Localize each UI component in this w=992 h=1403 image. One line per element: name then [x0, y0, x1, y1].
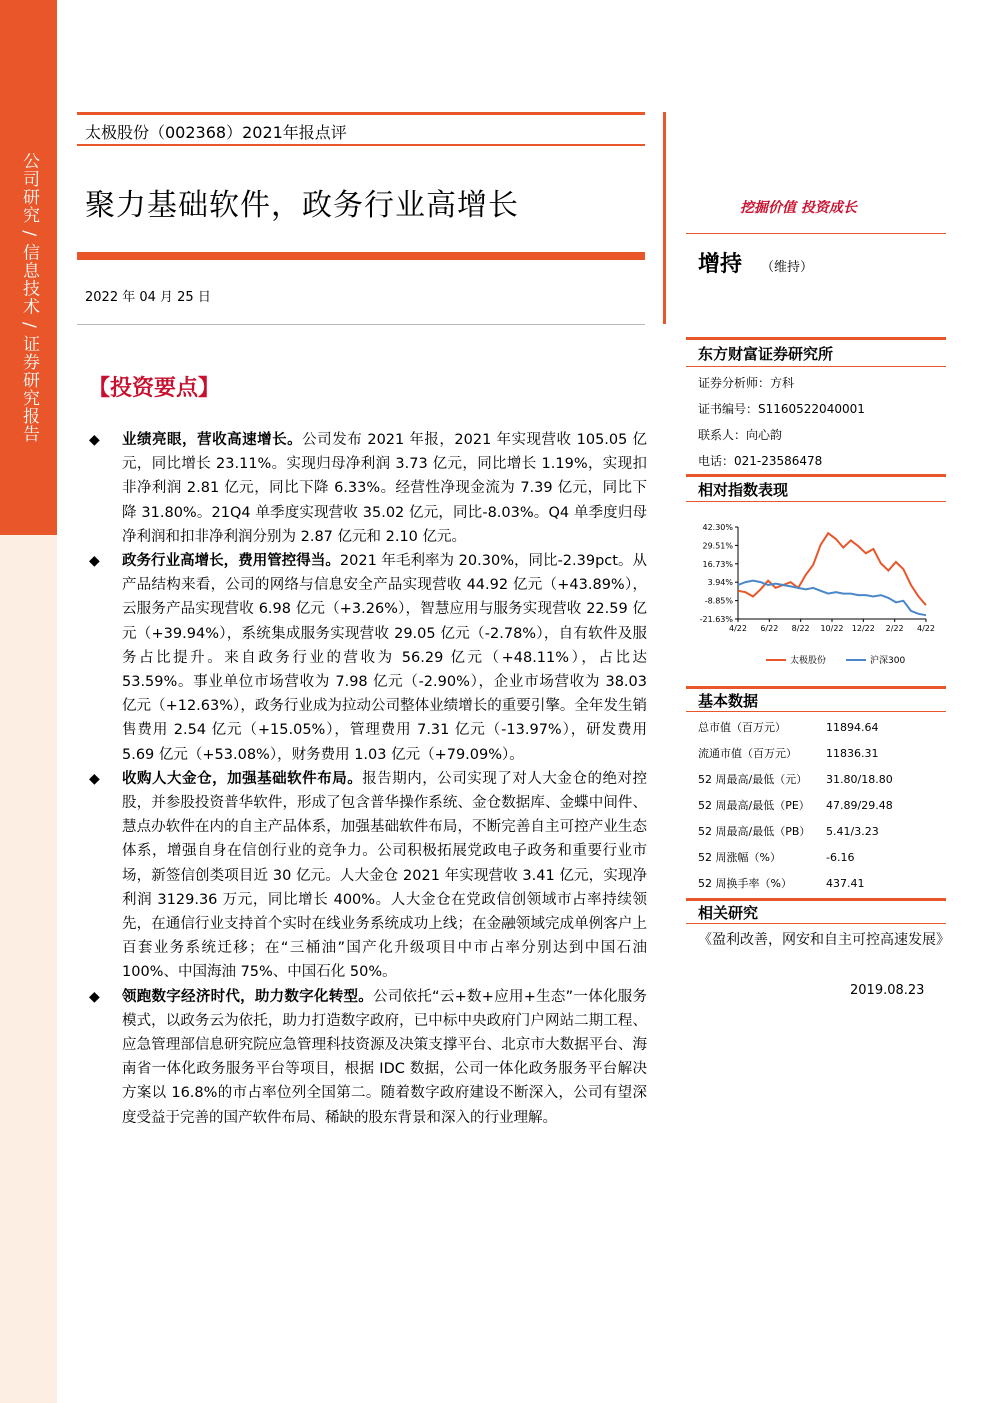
- basic-data-value: 47.89/29.48: [826, 798, 893, 812]
- x-tick-label: 12/22: [851, 624, 875, 633]
- rating-top-rule: [686, 233, 946, 234]
- x-tick-label: 4/22: [729, 624, 747, 633]
- bullet-item: [85, 428, 647, 549]
- bullet-lead: 收购人大金仓，加强基础软件布局。: [122, 770, 363, 787]
- basic-data-value: 31.80/18.80: [826, 772, 893, 786]
- basic-data-row: [698, 740, 946, 766]
- header-top-rule: [77, 112, 645, 115]
- header-bottom-rule: [77, 144, 645, 146]
- basic-data-key: 52 周涨幅（%）: [698, 851, 781, 864]
- diamond-icon: ◆: [89, 432, 100, 448]
- x-tick-label: 2/22: [885, 624, 904, 633]
- institute-rule: [686, 337, 946, 340]
- basic-data-row: [698, 792, 946, 818]
- related-sub-rule: [686, 923, 946, 924]
- basic-data-title: 基本数据: [698, 692, 759, 710]
- sidebar-label: 公司研究 / 信息技术 / 证券研究报告: [19, 152, 39, 444]
- basic-data-key: 52 周换手率（%）: [698, 877, 792, 890]
- legend-label: 太极股份: [790, 656, 827, 666]
- basic-data-key: 52 周最高/最低（PE）: [698, 799, 810, 812]
- bullet-text: 2021 年毛利率为 20.30%，同比-2.39pct。从产品结构来看，公司的网络与信息安全产品实现营收 44.92 亿元（+43.89%），云服务产品实现营收 6.98 亿元（+3.26%），智慧应用与服务实现营收 22.59 亿元（+39.94%），系统集成服务实现营收 29.05 亿元（-2.78%），自有软件及服务占比提升。来自政务行业的营收为 56.29 亿元（+48.11%），占比达 53.59%。事业单位市场营收为 7.98 亿元（-2.90%），企业市场营收为 38.03 亿元（+12.63%），政务行业成为拉动公司整体业绩增长的重要引擎。全年发生销售费用 2.54 亿元（+15.05%），管理费用 7.31 亿元（-13.97%），研发费用 5.69 亿元（+53.08%），财务费用 1.03 亿元（+79.09%）。: [122, 553, 648, 763]
- basic-data-table: [698, 714, 946, 896]
- basic-data-key: 流通市值（百万元）: [698, 747, 797, 760]
- bullet-item: [85, 985, 647, 1130]
- related-item-title[interactable]: 《盈利改善，网安和自主可控高速发展》: [698, 932, 950, 948]
- chart-title: 相对指数表现: [698, 481, 789, 499]
- x-tick-label: 10/22: [820, 624, 844, 633]
- legend-label: 沪深300: [870, 656, 906, 666]
- bullet-text: 公司发布 2021 年报，2021 年实现营收 105.05 亿元，同比增长 23.11%。实现归母净利润 3.73 亿元，同比增长 1.19%，实现扣非净利润 2.81 亿元，同比下降 6.33%。经营性净现金流为 7.39 亿元，同比下降 31.80%。21Q4 单季度实现营收 35.02 亿元，同比-8.03%。Q4 单季度归母净利润和扣非净利润分别为 2.87 亿元和 2.10 亿元。: [122, 432, 647, 545]
- slogan: 挖掘价值 投资成长: [740, 200, 857, 216]
- bullet-item: [85, 767, 647, 985]
- rating-label: 增持: [698, 252, 743, 277]
- bullet-text: 报告期内，公司实现了对人大金仓的绝对控股，并参股投资普华软件，形成了包含普华操作系统、金仓数据库、金蝶中间件、慧点办软件在内的自主产品体系，加强基础软件布局，不断完善自主可控产业生态体系，增强自身在信创行业的竞争力。公司积极拓展党政电子政务和重要行业市场，新签信创类项目近 30 亿元。人大金仓 2021 年实现营收 3.41 亿元，实现净利润 3129.36 万元，同比增长 400%。人大金仓在党政信创领域市占率持续领先，在通信行业支持首个实时在线业务系统成功上线；在金融领域完成单例客户上百套业务系统迁移；在“三桶油”国产化升级项目中市占率分别达到中国石油 100%、中国海油 75%、中国石化 50%。: [122, 770, 647, 981]
- basic-data-value: 5.41/3.23: [826, 824, 879, 838]
- series-line-0: [738, 533, 926, 605]
- basic-data-sub-rule: [686, 711, 946, 712]
- institute-name: 东方财富证券研究所: [698, 345, 834, 363]
- bullet-lead: 领跑数字经济时代，助力数字化转型。: [122, 988, 373, 1005]
- y-tick-label: 3.94%: [707, 578, 733, 588]
- series-line-1: [738, 581, 926, 616]
- basic-data-key: 52 周最高/最低（元）: [698, 773, 808, 786]
- page-title: 聚力基础软件，政务行业高增长: [85, 188, 519, 223]
- bullet-lead: 业绩亮眼，营收高速增长。: [122, 432, 303, 448]
- y-tick-label: -8.85%: [704, 596, 733, 606]
- contact: 联系人：向心韵: [698, 428, 783, 442]
- related-title: 相关研究: [698, 904, 759, 922]
- bullet-lead: 政务行业高增长，费用管控得当。: [122, 553, 340, 570]
- basic-data-row: [698, 818, 946, 844]
- related-rule: [686, 898, 946, 901]
- relative-index-chart: [690, 515, 946, 675]
- y-tick-label: 42.30%: [702, 523, 733, 532]
- diamond-icon: ◆: [89, 553, 100, 570]
- basic-data-row: [698, 870, 946, 896]
- diamond-icon: ◆: [89, 988, 100, 1005]
- x-tick-label: 8/22: [791, 624, 810, 633]
- basic-data-row: [698, 844, 946, 870]
- y-tick-label: 16.73%: [702, 559, 733, 569]
- cert-number: 证书编号：S1160522040001: [698, 402, 865, 416]
- section-title: 【投资要点】: [88, 376, 221, 401]
- basic-data-key: 总市值（百万元）: [698, 721, 786, 734]
- x-tick-label: 6/22: [760, 624, 779, 633]
- bullet-item: [85, 549, 647, 767]
- chart-rule: [686, 474, 946, 477]
- x-tick-label: 4/22: [917, 624, 935, 633]
- analyst: 证券分析师：方科: [698, 376, 795, 390]
- diamond-icon: ◆: [89, 770, 100, 787]
- bullet-text: 公司依托“云+数+应用+生态”一体化服务模式，以政务云为依托，助力打造数字政府，已中标中央政府门户网站二期工程、应急管理部信息研究院应急管理科技资源及决策支撑平台、北京市大数据平台、海南省一体化政务服务平台等项目，根据 IDC 数据，公司一体化政务服务平台解决方案以 16.8%的市占率位列全国第二。随着数字政府建设不断深入，公司有望深度受益于完善的国产软件布局、稀缺的股东背景和深入的行业理解。: [122, 988, 647, 1126]
- basic-data-value: -6.16: [826, 850, 855, 864]
- title-bar: [77, 252, 645, 260]
- chart-sub-rule: [686, 501, 946, 502]
- report-head: 太极股份（002368）2021年报点评: [85, 123, 347, 142]
- basic-data-rule: [686, 686, 946, 689]
- y-tick-label: -21.63%: [699, 615, 733, 624]
- date-rule: [77, 324, 645, 325]
- basic-data-value: 11894.64: [826, 720, 879, 734]
- related-item-date: 2019.08.23: [850, 983, 925, 998]
- institute-sub-rule: [686, 366, 946, 367]
- y-tick-label: 29.51%: [702, 541, 733, 551]
- vertical-divider: [663, 112, 666, 324]
- phone: 电话：021-23586478: [698, 454, 823, 468]
- report-date: 2022 年 04 月 25 日: [85, 290, 211, 305]
- bullet-list: [85, 428, 647, 1130]
- rating-sub: （维持）: [761, 260, 814, 275]
- basic-data-value: 11836.31: [826, 746, 879, 760]
- basic-data-row: [698, 714, 946, 740]
- basic-data-value: 437.41: [826, 876, 865, 890]
- basic-data-row: [698, 766, 946, 792]
- basic-data-key: 52 周最高/最低（PB）: [698, 825, 811, 838]
